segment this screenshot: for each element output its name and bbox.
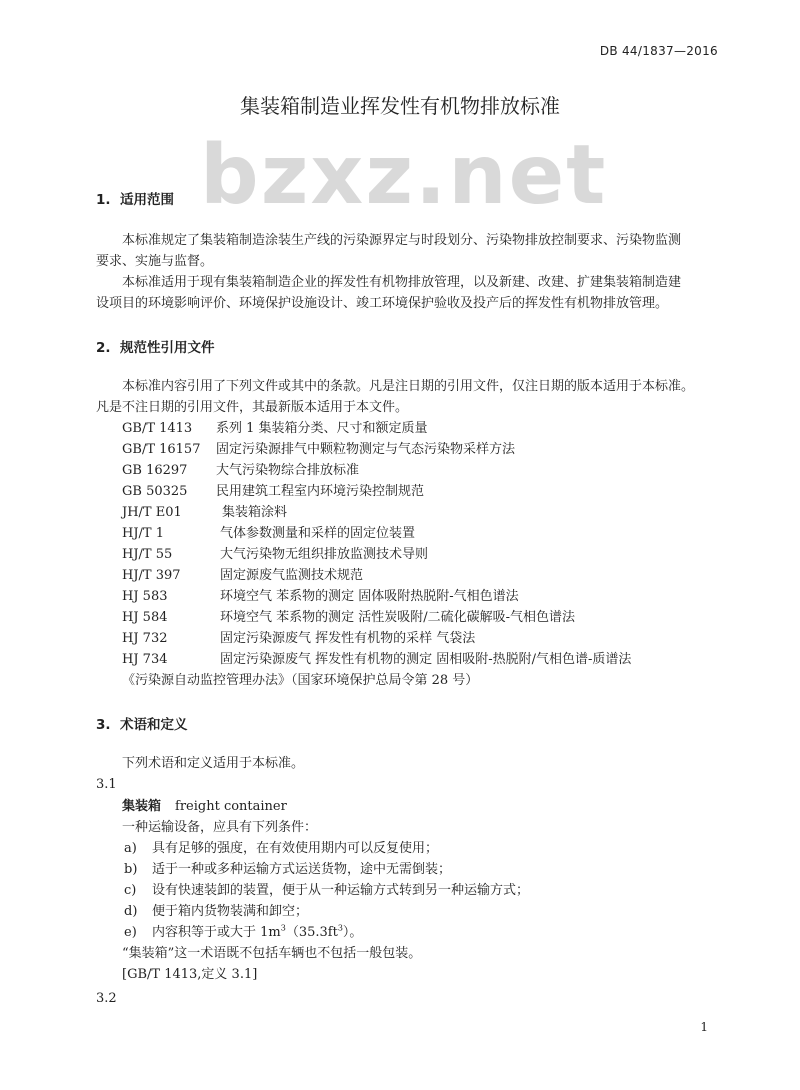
section-number: 2. [96, 340, 111, 356]
s1-para2-line1: 本标准适用于现有集装箱制造企业的挥发性有机物排放管理，以及新建、改建、扩建集装箱制造建 [122, 275, 682, 290]
reference-code: GB/T 16157 [122, 442, 201, 457]
term-source: [GB/T 1413,定义 3.1] [122, 967, 258, 982]
reference-title: 环境空气 苯系物的测定 固体吸附热脱附-气相色谱法 [220, 589, 519, 604]
page-number: 1 [700, 1020, 708, 1034]
section-title: 适用范围 [120, 192, 174, 208]
term-entry [122, 796, 287, 817]
reference-code: HJ 583 [122, 589, 168, 604]
list-text: 具有足够的强度，在有效使用期内可以反复使用； [152, 841, 439, 856]
section-title: 术语和定义 [120, 717, 188, 733]
section-title: 规范性引用文件 [120, 340, 215, 356]
clause-3-1-number: 3.1 [96, 777, 117, 792]
list-item [124, 880, 529, 901]
reference-item [122, 460, 359, 481]
term-chinese: 集装箱 [122, 799, 162, 814]
reference-item-regulation: 《污染源自动监控管理办法》（国家环境保护总局令第 28 号） [122, 673, 479, 688]
reference-item [122, 649, 631, 670]
s1-para1-line2: 要求、实施与监督。 [96, 254, 214, 269]
reference-item [122, 607, 575, 628]
s3-intro: 下列术语和定义适用于本标准。 [122, 756, 305, 771]
list-text: 适于一种或多种运输方式运送货物，途中无需倒装； [152, 862, 452, 877]
list-text: 便于箱内货物装满和卸空； [152, 904, 309, 919]
watermark: bzxz.net [200, 128, 608, 223]
s2-para-line1: 本标准内容引用了下列文件或其中的条款。凡是注日期的引用文件，仅注日期的版本适用于本标准。 [122, 379, 695, 394]
reference-code: GB/T 1413 [122, 421, 193, 436]
section-1-heading [96, 188, 174, 208]
list-text: 设有快速装卸的装置，便于从一种运输方式转到另一种运输方式； [152, 883, 530, 898]
reference-item [122, 586, 519, 607]
list-item [124, 838, 438, 859]
reference-title: 大气污染物综合排放标准 [216, 463, 360, 478]
reference-item [122, 628, 475, 649]
document-title: 集装箱制造业挥发性有机物排放标准 [240, 94, 560, 118]
section-number: 1. [96, 192, 111, 208]
clause-3-2-number: 3.2 [96, 991, 117, 1006]
list-label: d) [124, 904, 138, 919]
reference-title: 民用建筑工程室内环境污染控制规范 [216, 484, 425, 499]
list-label: b) [124, 862, 138, 877]
reference-code: HJ 584 [122, 610, 168, 625]
reference-title: 系列 1 集装箱分类、尺寸和额定质量 [216, 421, 428, 436]
reference-item [122, 418, 428, 439]
list-text-pre: 内容积等于或大于 1m [152, 925, 281, 940]
reference-title: 固定污染源排气中颗粒物测定与气态污染物采样方法 [216, 442, 516, 457]
section-3-heading [96, 713, 188, 733]
reference-code: HJ/T 397 [122, 568, 181, 583]
reference-code: JH/T E01 [122, 505, 182, 520]
reference-code: HJ 734 [122, 652, 168, 667]
reference-title: 固定源废气监测技术规范 [220, 568, 364, 583]
reference-item [122, 481, 424, 502]
reference-code: HJ/T 1 [122, 526, 165, 541]
superscript: 3 [337, 923, 343, 933]
reference-code: HJ 732 [122, 631, 168, 646]
reference-item [122, 439, 515, 460]
list-label: e) [124, 925, 137, 940]
reference-code: GB 50325 [122, 484, 188, 499]
list-label: c) [124, 883, 137, 898]
list-text-post: ）。 [342, 925, 363, 940]
reference-item [122, 502, 287, 523]
reference-code: HJ/T 55 [122, 547, 173, 562]
reference-code: GB 16297 [122, 463, 188, 478]
reference-title: 大气污染物无组织排放监测技术导则 [220, 547, 429, 562]
reference-item [122, 544, 428, 565]
list-label: a) [124, 841, 137, 856]
term-definition: 一种运输设备，应具有下列条件： [122, 820, 318, 835]
reference-item [122, 523, 415, 544]
list-text-mid: （35.3ft [285, 925, 338, 940]
section-2-heading [96, 336, 215, 356]
s1-para1-line1: 本标准规定了集装箱制造涂装生产线的污染源界定与时段划分、污染物排放控制要求、污染物监测 [122, 233, 682, 248]
reference-title: 气体参数测量和采样的固定位装置 [220, 526, 416, 541]
term-note: “集装箱”这一术语既不包括车辆也不包括一般包装。 [122, 946, 422, 961]
list-item [124, 901, 308, 922]
section-number: 3. [96, 717, 111, 733]
s2-para-line2: 凡是不注日期的引用文件，其最新版本适用于本文件。 [96, 400, 409, 415]
reference-title: 集装箱涂料 [222, 505, 288, 520]
reference-title: 环境空气 苯系物的测定 活性炭吸附/二硫化碳解吸-气相色谱法 [220, 610, 576, 625]
reference-title: 固定污染源废气 挥发性有机物的测定 固相吸附-热脱附/气相色谱-质谱法 [220, 652, 632, 667]
superscript: 3 [280, 923, 286, 933]
standard-number: DB 44/1837—2016 [599, 44, 718, 58]
list-item [124, 859, 451, 880]
s1-para2-line2: 设项目的环境影响评价、环境保护设施设计、竣工环境保护验收及投产后的挥发性有机物排放管理。 [96, 296, 669, 311]
reference-title: 固定污染源废气 挥发性有机物的采样 气袋法 [220, 631, 476, 646]
list-item [124, 922, 362, 943]
reference-item [122, 565, 363, 586]
term-english: freight container [175, 799, 287, 814]
